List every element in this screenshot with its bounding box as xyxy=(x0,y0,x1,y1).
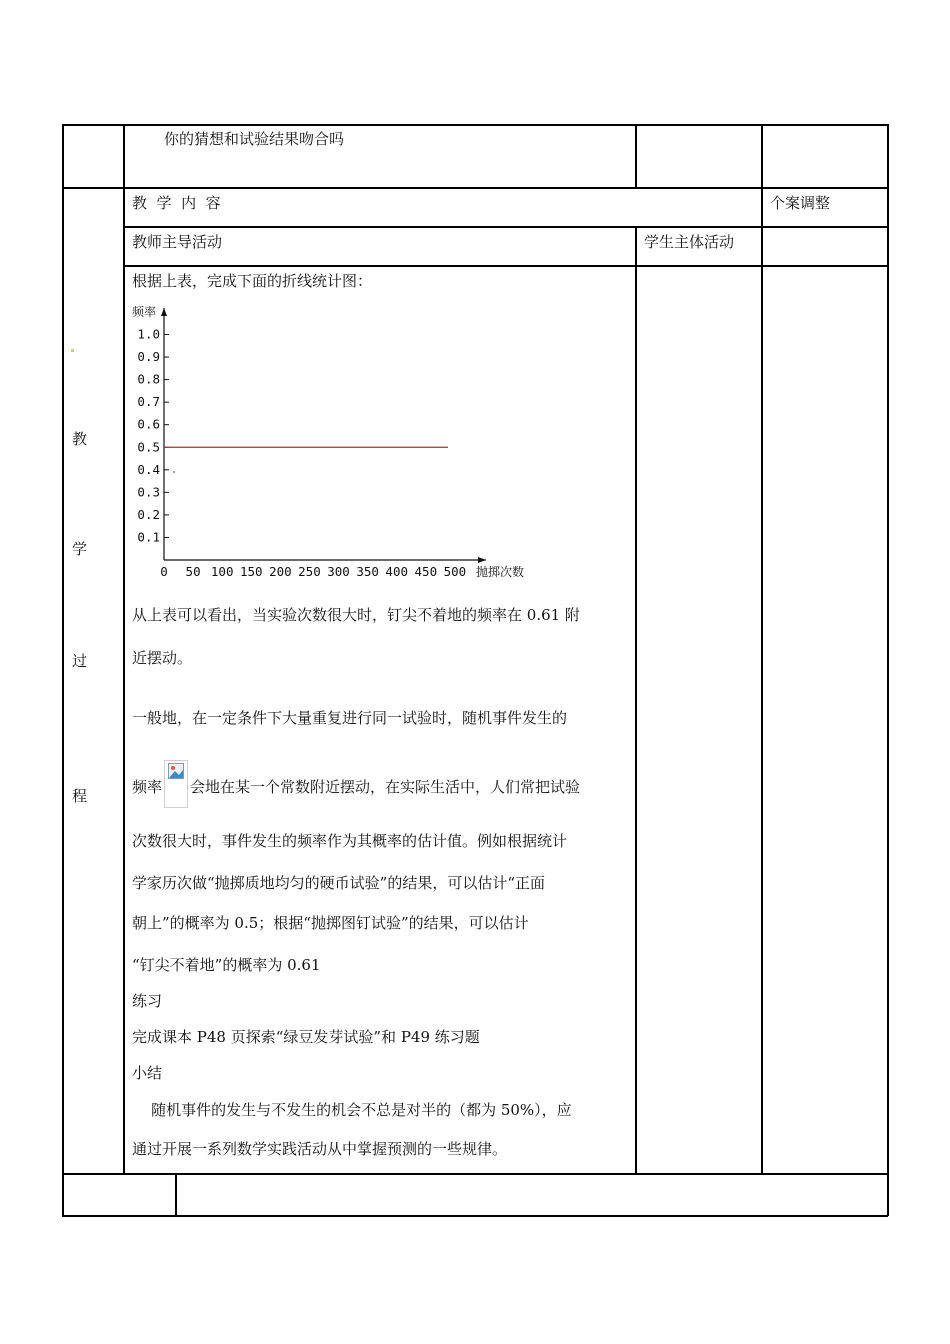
student-title: 学生主体活动 xyxy=(644,233,735,251)
y-axis-arrow xyxy=(161,308,167,316)
y-tick-label: 0.8 xyxy=(137,371,160,387)
col-divider-1 xyxy=(123,124,125,1174)
col-divider-3 xyxy=(761,124,763,1174)
row-divider-4 xyxy=(62,1173,888,1175)
x-tick-label: 150 xyxy=(239,564,263,579)
exercise-text: 完成课本 P48 页探索“绿豆发芽试验”和 P49 练习题 xyxy=(132,1028,480,1046)
x-tick-label: 350 xyxy=(356,564,379,579)
x-tick-label: 400 xyxy=(385,564,409,579)
paragraph-1-line-1: 从上表可以看出，当实验次数很大时，钉尖不着地的频率在 0.61 附 xyxy=(132,606,580,624)
paragraph-2-line-2a: 频率 xyxy=(132,778,163,796)
summary-line-2: 通过开展一系列数学实践活动从中掌握预测的一些规律。 xyxy=(132,1140,508,1158)
y-tick-label: 0.9 xyxy=(137,349,160,365)
y-tick-label: 0.7 xyxy=(137,394,160,410)
x-tick-label: 300 xyxy=(327,564,350,579)
side-label-char-4: 程 xyxy=(72,787,88,805)
paragraph-1-line-2: 近摆动。 xyxy=(132,649,193,667)
x-tick-label: 50 xyxy=(185,564,201,579)
table-right-border xyxy=(887,124,889,1216)
content-title: 教 学 内 容 xyxy=(132,194,221,212)
x-axis-arrow xyxy=(478,557,486,563)
paragraph-2-line-3: 次数很大时，事件发生的频率作为其概率的估计值。例如根据统计 xyxy=(132,832,568,850)
x-tick-label: 250 xyxy=(298,564,321,579)
summary-title: 小结 xyxy=(132,1064,163,1082)
col-divider-2b xyxy=(635,226,637,1174)
paragraph-2-line-2b: 会地在某一个常数附近摆动，在实际生活中，人们常把试验 xyxy=(190,778,581,796)
summary-line-1: 随机事件的发生与不发生的机会不总是对半的（都为 50%），应 xyxy=(132,1101,572,1119)
paragraph-2-line-4: 学家历次做“抛掷质地均匀的硬币试验”的结果，可以估计“正面 xyxy=(132,874,546,892)
y-tick-label: 0.1 xyxy=(137,529,160,545)
y-tick-label: 0.5 xyxy=(137,439,160,455)
x-tick-label: 500 xyxy=(443,564,467,579)
side-label-char-2: 学 xyxy=(72,540,88,558)
teacher-title: 教师主导活动 xyxy=(132,233,223,251)
y-axis-label: 频率 xyxy=(132,305,157,319)
paragraph-2-line-5: 朝上”的概率为 0.5；根据“抛掷图钉试验”的结果，可以估计 xyxy=(132,914,529,932)
x-tick-label: 200 xyxy=(269,564,292,579)
y-tick-label: 0.3 xyxy=(137,484,160,500)
row-divider-2 xyxy=(123,226,888,228)
side-label-char-1: 教 xyxy=(72,430,88,448)
broken-image-icon xyxy=(164,760,188,808)
paragraph-2-line-1: 一般地，在一定条件下大量重复进行同一试验时，随机事件发生的 xyxy=(132,709,568,727)
y-tick-label: 0.6 xyxy=(137,416,160,432)
table-left-border xyxy=(62,124,64,1216)
row-divider-3 xyxy=(123,265,888,267)
side-label-char-3: 过 xyxy=(72,652,88,670)
col-divider-bottom xyxy=(175,1173,177,1216)
table-top-border xyxy=(62,124,888,126)
y-tick-label: 0.2 xyxy=(137,506,160,522)
adjust-title: 个案调整 xyxy=(770,194,831,212)
chart-intro: 根据上表，完成下面的折线统计图： xyxy=(132,272,373,290)
col-divider-2a xyxy=(635,124,637,188)
y-tick-label: 1.0 xyxy=(137,326,160,342)
x-tick-label: 0 xyxy=(160,564,168,579)
x-tick-label: 100 xyxy=(210,564,234,579)
x-tick-label: 450 xyxy=(414,564,438,579)
paragraph-2-line-6: “钉尖不着地”的概率为 0.61 xyxy=(132,956,321,974)
exercise-title: 练习 xyxy=(132,992,163,1010)
table-bottom-border xyxy=(62,1215,888,1217)
question-text: 你的猜想和试验结果吻合吗 xyxy=(164,130,345,148)
x-axis-label: 抛掷次数 xyxy=(476,565,525,579)
row-divider-1 xyxy=(62,187,888,189)
y-tick-label: 0.4 xyxy=(137,461,160,477)
decorative-dot xyxy=(71,349,74,352)
frequency-line-chart xyxy=(124,296,544,586)
